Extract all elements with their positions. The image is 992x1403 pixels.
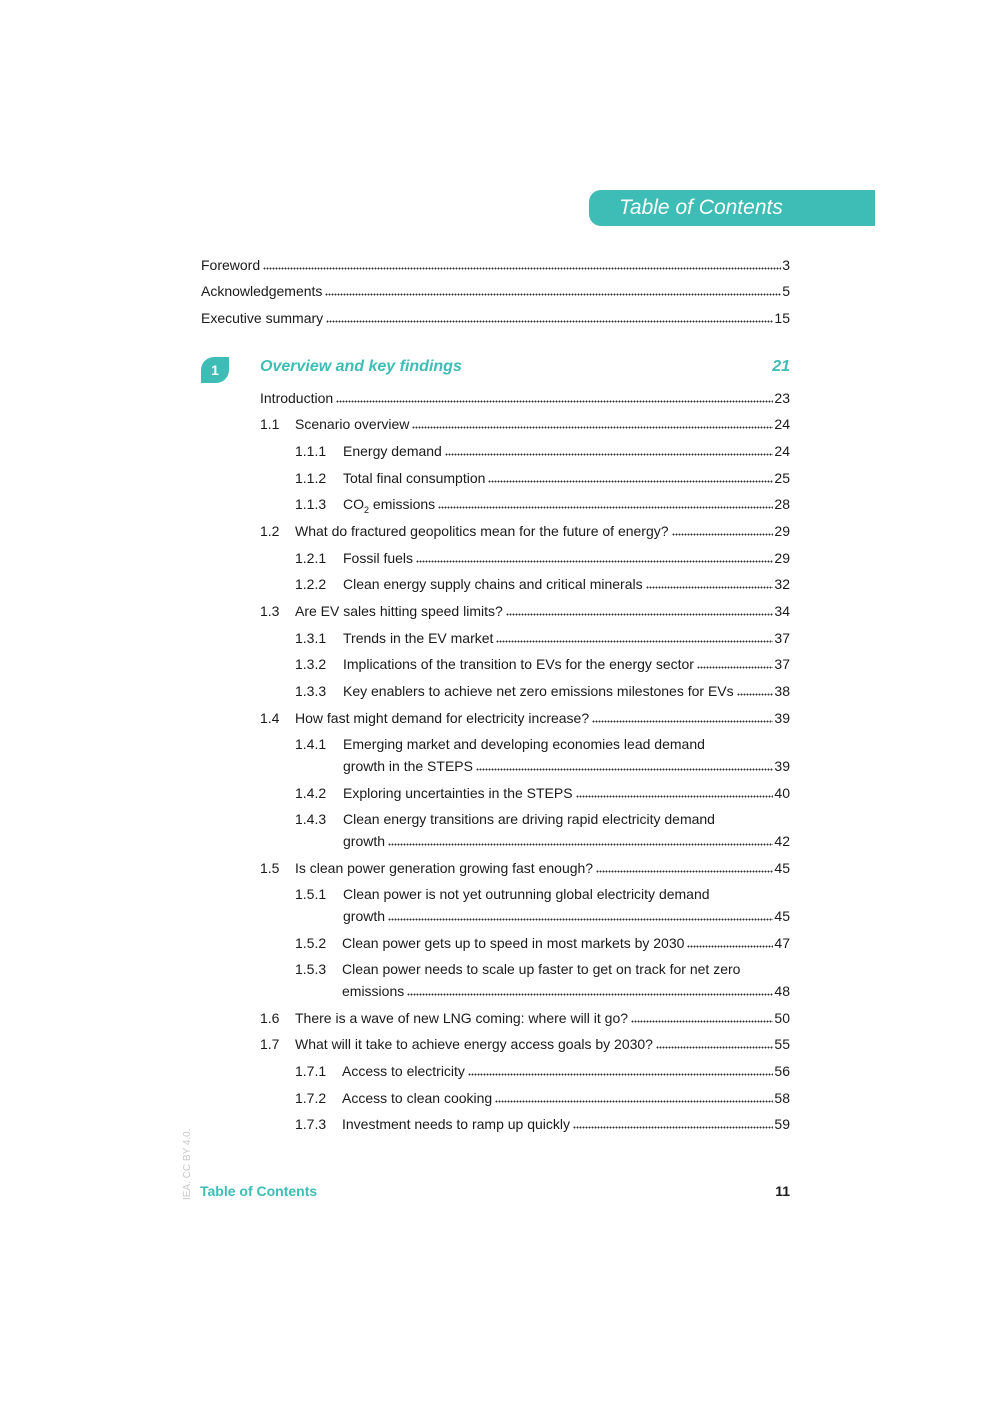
toc-entry[interactable] xyxy=(260,389,790,407)
dot-leader xyxy=(687,936,773,948)
toc-entry-label: Investment needs to ramp up quickly xyxy=(342,1116,571,1132)
toc-entry[interactable] xyxy=(295,735,790,775)
toc-entry-number: 1.3.1 xyxy=(295,630,327,646)
toc-entry-number: 1.3 xyxy=(260,603,280,619)
dot-leader xyxy=(336,391,773,403)
toc-entry[interactable] xyxy=(260,1035,790,1053)
chapter-number: 1 xyxy=(211,362,219,378)
toc-entry-label: Executive summary xyxy=(201,310,324,326)
dot-leader xyxy=(573,1117,773,1129)
toc-entry[interactable] xyxy=(260,859,790,877)
toc-entry-label: Are EV sales hitting speed limits? xyxy=(295,603,503,619)
toc-entry-number: 1.2.2 xyxy=(295,576,327,592)
toc-entry-page: 40 xyxy=(774,785,790,801)
toc-entry-page: 56 xyxy=(774,1063,790,1079)
toc-entry-page: 15 xyxy=(774,310,790,326)
toc-entry-page: 38 xyxy=(774,683,790,699)
toc-entry-label: Clean energy supply chains and critical minerals xyxy=(343,576,643,592)
dot-leader xyxy=(646,577,774,589)
dot-leader xyxy=(496,631,773,643)
toc-entry-page: 34 xyxy=(774,603,790,619)
toc-entry-label: Implications of the transition to EVs for the energy sector xyxy=(343,656,694,672)
toc-entry-number: 1.7.1 xyxy=(295,1063,327,1079)
dot-leader xyxy=(596,861,773,873)
toc-entry-number: 1.4.3 xyxy=(295,811,327,827)
toc-entry-page: 45 xyxy=(774,860,790,876)
footer-title: Table of Contents xyxy=(200,1183,318,1199)
dot-leader xyxy=(388,909,773,921)
toc-entry-label: Fossil fuels xyxy=(343,550,414,566)
dot-leader xyxy=(576,786,774,798)
dot-leader xyxy=(326,311,773,323)
toc-entry[interactable] xyxy=(295,1089,790,1107)
toc-entry[interactable] xyxy=(295,469,790,487)
dot-leader xyxy=(388,834,773,846)
toc-entry-number: 1.4 xyxy=(260,710,280,726)
dot-leader xyxy=(495,1091,773,1103)
dot-leader xyxy=(592,711,773,723)
toc-entry-page: 58 xyxy=(774,1090,790,1106)
chapter-page: 21 xyxy=(772,358,790,375)
toc-entry-number: 1.1 xyxy=(260,416,280,432)
dot-leader xyxy=(631,1011,773,1023)
toc-entry-label: How fast might demand for electricity increase? xyxy=(295,710,590,726)
toc-entry-label: Emerging market and developing economies lead demand xyxy=(343,736,705,752)
toc-entry-label: Acknowledgements xyxy=(201,283,323,299)
toc-entry-page: 25 xyxy=(774,470,790,486)
dot-leader xyxy=(506,604,774,616)
toc-entry-page: 29 xyxy=(774,523,790,539)
dot-leader xyxy=(468,1064,773,1076)
toc-entry-page: 39 xyxy=(774,758,790,774)
dot-leader xyxy=(445,444,774,456)
dot-leader xyxy=(476,759,773,771)
toc-entry-number: 1.7 xyxy=(260,1036,280,1052)
toc-entry-label: Scenario overview xyxy=(295,416,410,432)
toc-entry-page: 47 xyxy=(774,935,790,951)
toc-entry-label: $CO_2$ emissions xyxy=(343,496,436,515)
dot-leader xyxy=(672,524,774,536)
toc-entry-page: 59 xyxy=(774,1116,790,1132)
toc-entry-number: 1.2 xyxy=(260,523,280,539)
toc-entry[interactable] xyxy=(295,810,790,850)
toc-entry-number: 1.6 xyxy=(260,1010,280,1026)
toc-entry[interactable] xyxy=(295,655,790,673)
toc-entry-page: 42 xyxy=(774,833,790,849)
toc-entry-number: 1.5.2 xyxy=(295,935,327,951)
toc-entry-page: 50 xyxy=(774,1010,790,1026)
toc-entry[interactable] xyxy=(295,575,790,593)
toc-entry-page: 48 xyxy=(774,983,790,999)
toc-entry-label: What do fractured geopolitics mean for the future of energy? xyxy=(295,523,669,539)
dot-leader xyxy=(737,684,774,696)
toc-entry-page: 37 xyxy=(774,656,790,672)
toc-entry[interactable] xyxy=(260,415,790,433)
dot-leader xyxy=(407,984,773,996)
toc-entry-label: Clean power is not yet outrunning global electricity demand xyxy=(343,886,710,902)
chapter-number-badge xyxy=(201,357,229,383)
toc-entry[interactable] xyxy=(260,709,790,727)
dot-leader xyxy=(416,551,773,563)
toc-entry-number: 1.1.3 xyxy=(295,496,327,512)
toc-entry[interactable] xyxy=(295,495,790,513)
toc-entry-page: 37 xyxy=(774,630,790,646)
toc-entry-number: 1.5.1 xyxy=(295,886,327,902)
toc-entry[interactable] xyxy=(295,549,790,567)
toc-entry-page: 45 xyxy=(774,908,790,924)
toc-entry[interactable] xyxy=(295,960,790,1000)
license-text: IEA. CC BY 4.0. xyxy=(182,1128,193,1200)
toc-entry-page: 24 xyxy=(774,443,790,459)
toc-entry-label: Exploring uncertainties in the STEPS xyxy=(343,785,573,801)
toc-entry-page: 39 xyxy=(774,710,790,726)
chapter-title: Overview and key findings xyxy=(260,358,462,375)
toc-entry-number: 1.3.3 xyxy=(295,683,327,699)
toc-entry-number: 1.7.3 xyxy=(295,1116,327,1132)
toc-entry-number: 1.4.1 xyxy=(295,736,327,752)
toc-entry-label: Is clean power generation growing fast enough? xyxy=(295,860,594,876)
dot-leader xyxy=(263,258,781,270)
toc-entry-label: Energy demand xyxy=(343,443,442,459)
toc-entry-foreword[interactable] xyxy=(201,256,790,274)
toc-entry-label: Total final consumption xyxy=(343,470,486,486)
toc-entry-number: 1.5.3 xyxy=(295,961,327,977)
dot-leader xyxy=(438,497,773,509)
toc-entry-number: 1.4.2 xyxy=(295,785,327,801)
toc-entry-number: 1.2.1 xyxy=(295,550,327,566)
toc-entry-number: 1.1.1 xyxy=(295,443,327,459)
toc-entry-label: Foreword xyxy=(201,257,261,273)
toc-entry[interactable] xyxy=(260,522,790,540)
dot-leader xyxy=(656,1037,773,1049)
toc-entry-label-continued: growth in the STEPS xyxy=(343,758,473,774)
toc-entry-page: 29 xyxy=(774,550,790,566)
toc-entry[interactable] xyxy=(295,1062,790,1080)
toc-entry-label: Clean power gets up to speed in most markets by 2030 xyxy=(342,935,685,951)
toc-entry-label: What will it take to achieve energy access goals by 2030? xyxy=(295,1036,653,1052)
toc-entry-page: 55 xyxy=(774,1036,790,1052)
toc-entry-page: 28 xyxy=(774,496,790,512)
toc-entry-number: 1.7.2 xyxy=(295,1090,327,1106)
toc-entry-number: 1.1.2 xyxy=(295,470,327,486)
dot-leader xyxy=(325,284,781,296)
toc-entry-acknowledgements[interactable] xyxy=(201,282,790,300)
toc-entry[interactable] xyxy=(295,934,790,952)
toc-entry-page: 3 xyxy=(782,257,790,273)
section-banner xyxy=(589,190,875,226)
toc-entry-label: There is a wave of new LNG coming: where will it go? xyxy=(295,1010,629,1026)
toc-entry-label: Clean energy transitions are driving rapid electricity demand xyxy=(343,811,715,827)
dot-leader xyxy=(412,417,773,429)
banner-title: Table of Contents xyxy=(619,196,783,219)
dot-leader xyxy=(697,657,773,669)
toc-entry[interactable] xyxy=(295,629,790,647)
toc-entry[interactable] xyxy=(295,442,790,460)
toc-entry-number: 1.5 xyxy=(260,860,280,876)
toc-entry-label-continued: growth xyxy=(343,908,386,924)
toc-entry-label: Trends in the EV market xyxy=(343,630,494,646)
toc-entry[interactable] xyxy=(295,1115,790,1133)
toc-entry[interactable] xyxy=(260,602,790,620)
toc-entry-label: Introduction xyxy=(260,390,334,406)
toc-entry-label: Clean power needs to scale up faster to get on track for net zero xyxy=(342,961,741,977)
toc-entry[interactable] xyxy=(295,784,790,802)
footer-page-number: 11 xyxy=(775,1183,790,1199)
toc-entry-label: Access to electricity xyxy=(342,1063,465,1079)
toc-entry-label-continued: growth xyxy=(343,833,386,849)
toc-entry-number: 1.3.2 xyxy=(295,656,327,672)
toc-entry-page: 23 xyxy=(774,390,790,406)
chapter-heading[interactable] xyxy=(260,358,790,376)
toc-entry-label: Key enablers to achieve net zero emissions milestones for EVs xyxy=(343,683,734,699)
toc-entry-label: Access to clean cooking xyxy=(342,1090,493,1106)
toc-entry-page: 24 xyxy=(774,416,790,432)
toc-entry[interactable] xyxy=(295,682,790,700)
toc-entry-page: 32 xyxy=(774,576,790,592)
toc-entry-page: 5 xyxy=(782,283,790,299)
toc-entry-executive-summary[interactable] xyxy=(201,309,790,327)
toc-entry[interactable] xyxy=(295,885,790,925)
toc-entry-label-continued: emissions xyxy=(342,983,405,999)
toc-entry[interactable] xyxy=(260,1009,790,1027)
dot-leader xyxy=(488,471,773,483)
